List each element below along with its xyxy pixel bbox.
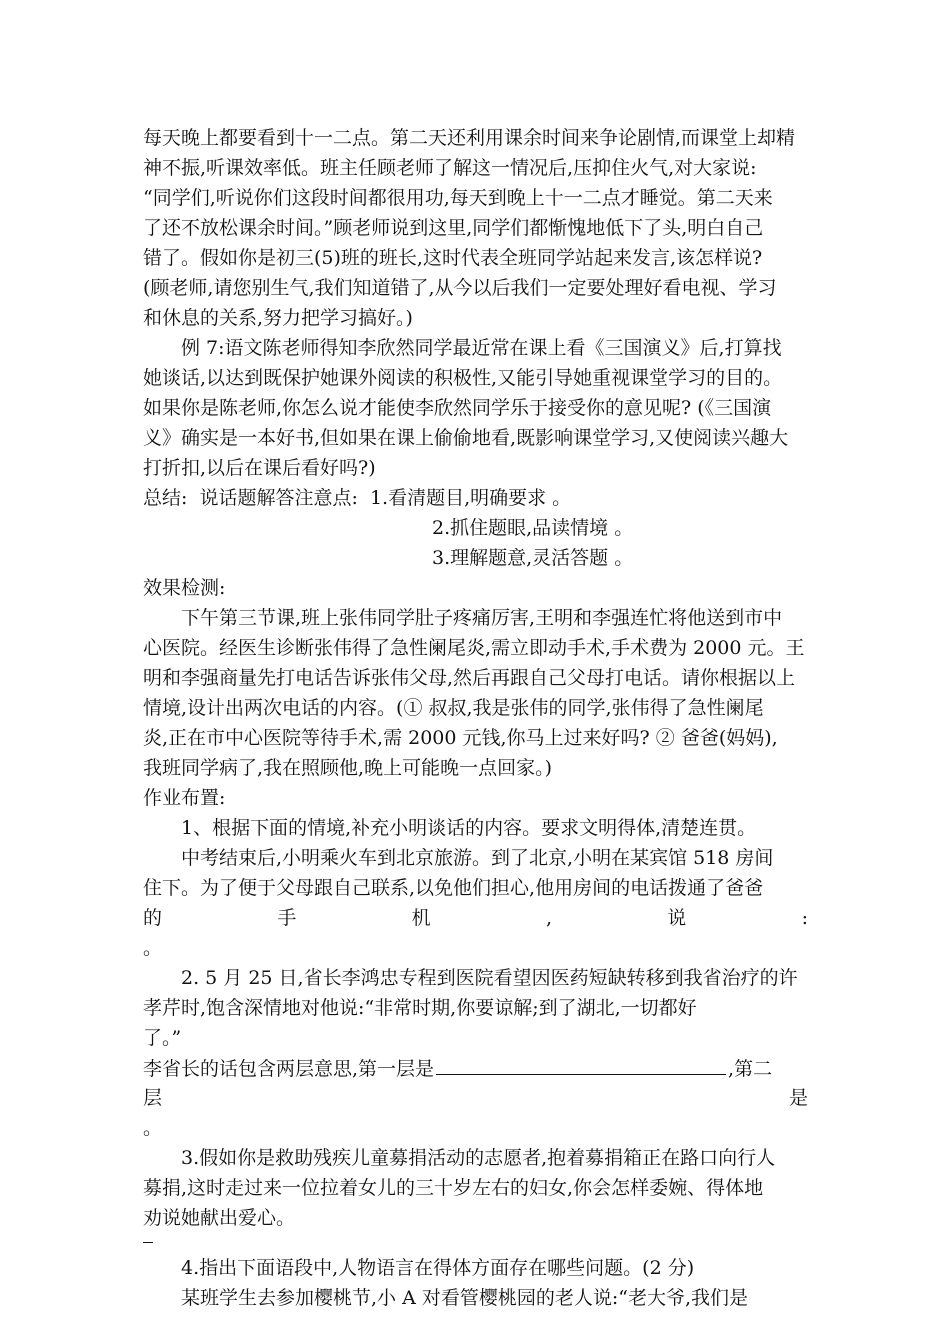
- text-line: 炎,正在市中心医院等待手术,需 2000 元钱,你马上过来好吗? ② 爸爸(妈妈),: [143, 727, 778, 749]
- text-line: 募捐,这时走过来一位拉着女儿的三十岁左右的妇女,你会怎样委婉、得体地: [143, 1177, 764, 1199]
- text-line: 神不振,听课效率低。班主任顾老师了解这一情况后,压抑住火气,对大家说:: [143, 157, 757, 179]
- text-line: 劝说她献出爱心。: [143, 1207, 296, 1229]
- text-line: 她谈话,以达到既保护她课外阅读的积极性,又能引导她重视课堂学习的目的。: [143, 367, 783, 389]
- text-line: 下午第三节课,班上张伟同学肚子疼痛厉害,王明和李强连忙将他送到市中: [181, 607, 783, 629]
- summary-item: 3.理解题意,灵活答题 。: [432, 547, 634, 569]
- spread-char: 手: [277, 907, 297, 929]
- example-7-line: 例 7:语文陈老师得知李欣然同学最近常在课上看《三国演义》后,打算找: [181, 337, 782, 359]
- text-line: 我班同学病了,我在照顾他,晚上可能晚一点回家。): [143, 757, 552, 779]
- text-line: 中考结束后,小明乘火车到北京旅游。到了北京,小明在某宾馆 518 房间: [181, 847, 774, 869]
- fill-label: 李省长的话包含两层意思,第一层是: [143, 1058, 435, 1080]
- text-line: 了还不放松课余时间。”顾老师说到这里,同学们都惭愧地低下了头,明白自己: [143, 217, 764, 239]
- text-line: 某班学生去参加樱桃节,小 A 对看管樱桃园的老人说:“老大爷,我们是: [181, 1287, 748, 1309]
- spread-char: :: [801, 907, 808, 929]
- fill-line: [143, 1056, 772, 1081]
- spread-line: [143, 1086, 808, 1110]
- text-line: 如果你是陈老师,你怎么说才能使李欣然同学乐于接受你的意见呢? (《三国演: [143, 397, 772, 419]
- spread-char: 说: [667, 907, 687, 929]
- summary-item: 2.抓住题眼,品读情境 。: [432, 517, 634, 539]
- spread-char: 层: [143, 1087, 163, 1109]
- answer-blank[interactable]: [436, 1056, 726, 1075]
- spread-char: 的: [143, 907, 163, 929]
- text-line: 每天晚上都要看到十一二点。第二天还利用课余时间来争论剧情,而课堂上却精: [143, 127, 796, 149]
- text-line: 情境,设计出两次电话的内容。(① 叔叔,我是张伟的同学,张伟得了急性阑尾: [143, 697, 764, 719]
- summary-lead: 总结: 说话题解答注意点: 1.看清题目,明确要求 。: [143, 487, 572, 509]
- section-heading: 效果检测:: [143, 577, 226, 599]
- question-3-line: 3.假如你是救助残疾儿童募捐活动的志愿者,抱着募捐箱正在路口向行人: [181, 1147, 776, 1169]
- text-line: 住下。为了便于父母跟自己联系,以免他们担心,他用房间的电话拨通了爸爸: [143, 877, 764, 899]
- question-4-instruction: 4.指出下面语段中,人物语言在得体方面存在哪些问题。(2 分): [181, 1257, 695, 1279]
- text-line: 孝芹时,饱含深情地对他说:“非常时期,你要谅解;到了湖北,一切都好: [143, 997, 697, 1019]
- fill-label: ,第二: [728, 1058, 773, 1080]
- text-line: 和休息的关系,努力把学习搞好。): [143, 307, 413, 329]
- text-line: 明和李强商量先打电话告诉张伟父母,然后再跟自己父母打电话。请你根据以上: [143, 667, 796, 689]
- spread-char: 机: [411, 907, 431, 929]
- text-line: 义》确实是一本好书,但如果在课上偷偷地看,既影响课堂学习,又使阅读兴趣大: [143, 427, 789, 449]
- text-line: (顾老师,请您别生气,我们知道错了,从今以后我们一定要处理好看电视、学习: [143, 277, 777, 299]
- text-line: 了。”: [143, 1027, 182, 1049]
- spread-char: ,: [545, 907, 552, 929]
- text-line: 心医院。经医生诊断张伟得了急性阑尾炎,需立即动手术,手术费为 2000 元。王: [143, 637, 805, 659]
- question-1-instruction: 1、根据下面的情境,补充小明谈话的内容。要求文明得体,清楚连贯。: [181, 817, 757, 839]
- answer-dash: [143, 1242, 153, 1243]
- text-line: 。: [143, 937, 163, 959]
- spread-char: 是: [788, 1087, 808, 1109]
- spread-line: [143, 906, 808, 930]
- question-2-line: 2. 5 月 25 日,省长李鸿忠专程到医院看望因医药短缺转移到我省治疗的许: [181, 967, 798, 989]
- text-line: 。: [143, 1117, 163, 1139]
- text-line: “同学们,听说你们这段时间都很用功,每天到晚上十一二点才睡觉。第二天来: [143, 187, 773, 209]
- section-heading: 作业布置:: [143, 787, 226, 809]
- text-line: 打折扣,以后在课后看好吗?): [143, 457, 376, 479]
- text-line: 错了。假如你是初三(5)班的班长,这时代表全班同学站起来发言,该怎样说?: [143, 247, 763, 269]
